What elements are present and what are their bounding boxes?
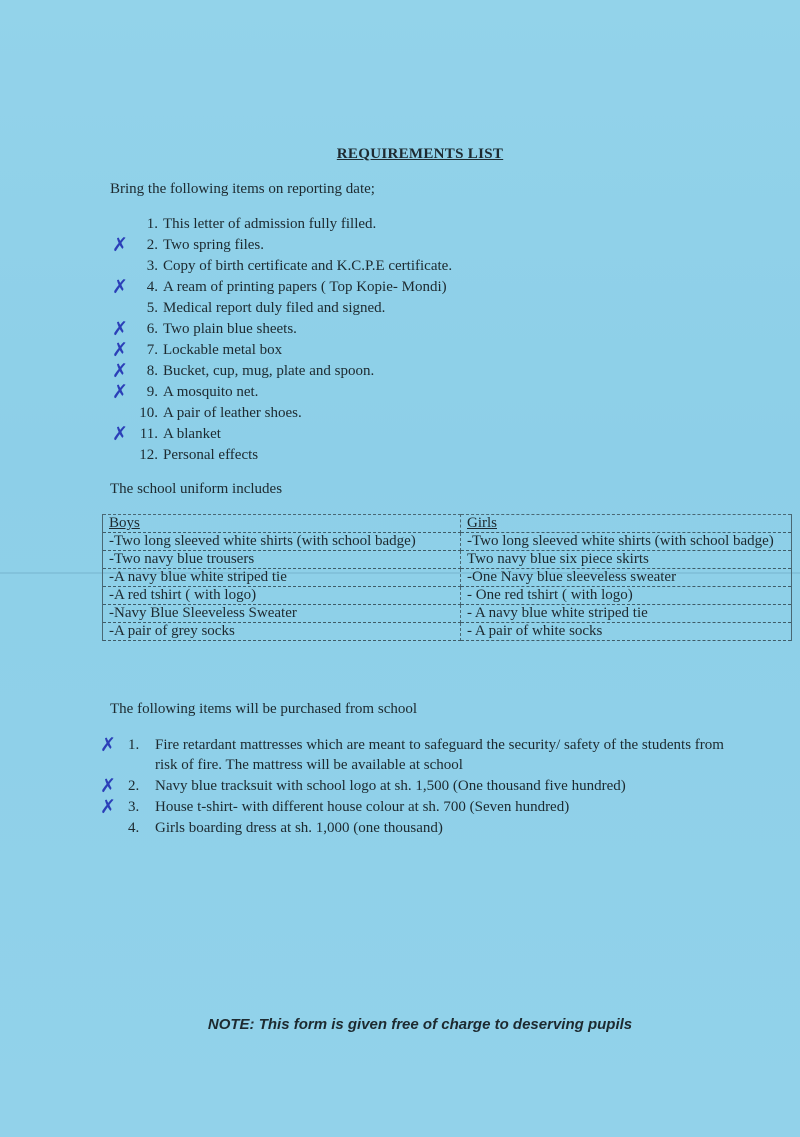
requirement-item	[110, 424, 452, 445]
requirement-text: A mosquito net.	[163, 384, 259, 400]
purchase-item	[110, 818, 750, 838]
purchase-item	[100, 796, 750, 818]
handwritten-check-icon: ✗	[112, 360, 128, 382]
requirement-item	[110, 403, 452, 424]
boys-item-cell: -Navy Blue Sleeveless Sweater	[103, 605, 461, 623]
boys-item-cell: -Two long sleeved white shirts (with school badge)	[103, 533, 461, 551]
requirement-number: 5.	[146, 300, 158, 316]
boys-item-cell: -A navy blue white striped tie	[103, 569, 461, 587]
requirement-item	[110, 298, 452, 319]
uniform-table-header	[103, 515, 792, 533]
girls-item-cell: -One Navy blue sleeveless sweater	[461, 569, 792, 587]
requirement-text: Copy of birth certificate and K.C.P.E certificate.	[163, 258, 453, 274]
handwritten-check-icon: ✗	[100, 775, 116, 797]
handwritten-check-icon: ✗	[112, 234, 128, 256]
requirement-number: 1.	[146, 216, 158, 232]
uniform-table-row	[103, 533, 792, 551]
requirement-item	[110, 382, 452, 403]
requirement-number: 10.	[139, 405, 158, 421]
requirement-number: 12.	[139, 447, 158, 463]
requirement-text: A pair of leather shoes.	[163, 405, 302, 421]
requirements-list	[110, 214, 452, 466]
girls-item-cell: - A navy blue white striped tie	[461, 605, 792, 623]
purchase-number: 3.	[128, 799, 140, 815]
uniform-table-row	[103, 569, 792, 587]
boys-item-cell: -A red tshirt ( with logo)	[103, 587, 461, 605]
handwritten-check-icon: ✗	[112, 381, 128, 403]
requirement-item	[110, 445, 452, 466]
handwritten-check-icon: ✗	[112, 318, 128, 340]
uniform-table-row	[103, 551, 792, 569]
purchase-heading: The following items will be purchased from school	[110, 701, 418, 717]
boys-item-cell: -A pair of grey socks	[103, 623, 461, 641]
purchase-item	[100, 734, 750, 775]
requirement-number: 9.	[146, 384, 158, 400]
document-title: REQUIREMENTS LIST	[336, 146, 504, 162]
handwritten-check-icon: ✗	[112, 339, 128, 361]
requirement-number: 4.	[146, 279, 158, 295]
requirement-number: 8.	[146, 363, 158, 379]
handwritten-check-icon: ✗	[112, 276, 128, 298]
purchase-number: 1.	[128, 737, 140, 753]
header-boys: Boys	[103, 515, 461, 533]
requirement-text: This letter of admission fully filled.	[163, 216, 377, 232]
requirement-item	[110, 235, 452, 256]
uniform-table-row	[103, 605, 792, 623]
purchase-number: 4.	[128, 820, 140, 836]
requirement-item	[110, 277, 452, 298]
requirement-text: A ream of printing papers ( Top Kopie- Mondi)	[163, 279, 447, 295]
requirement-number: 6.	[146, 321, 158, 337]
intro-text: Bring the following items on reporting date;	[110, 181, 375, 197]
header-girls: Girls	[461, 515, 792, 533]
girls-item-cell: Two navy blue six piece skirts	[461, 551, 792, 569]
uniform-table-row	[103, 623, 792, 641]
requirement-text: Lockable metal box	[163, 342, 283, 358]
handwritten-check-icon: ✗	[112, 423, 128, 445]
requirement-text: Bucket, cup, mug, plate and spoon.	[163, 363, 375, 379]
requirement-number: 3.	[146, 258, 158, 274]
requirement-text: Personal effects	[163, 447, 259, 463]
girls-item-cell: - One red tshirt ( with logo)	[461, 587, 792, 605]
requirement-text: Two spring files.	[163, 237, 265, 253]
girls-item-cell: - A pair of white socks	[461, 623, 792, 641]
requirement-text: Two plain blue sheets.	[163, 321, 297, 337]
requirement-text: A blanket	[163, 426, 221, 442]
requirement-item	[110, 214, 452, 235]
handwritten-check-icon: ✗	[100, 796, 116, 818]
uniform-heading: The school uniform includes	[110, 481, 283, 497]
boys-item-cell: -Two navy blue trousers	[103, 551, 461, 569]
note-footer: NOTE: This form is given free of charge to deserving pupils	[207, 1016, 633, 1033]
requirement-item	[110, 256, 452, 277]
purchase-number: 2.	[128, 778, 140, 794]
purchase-list	[100, 734, 750, 839]
requirement-number: 11.	[139, 426, 158, 442]
girls-item-cell: -Two long sleeved white shirts (with school badge)	[461, 533, 792, 551]
purchase-text: Navy blue tracksuit with school logo at sh. 1,500 (One thousand five hundred)	[155, 778, 626, 794]
requirement-item	[110, 319, 452, 340]
uniform-table-row	[103, 587, 792, 605]
purchase-item	[100, 775, 750, 797]
purchase-text: Fire retardant mattresses which are meant to safeguard the security/ safety of the students from risk of fire. The mattress will be available at school	[155, 737, 724, 773]
requirement-number: 7.	[146, 342, 158, 358]
purchase-text: House t-shirt- with different house colour at sh. 700 (Seven hundred)	[155, 799, 570, 815]
requirement-item	[110, 340, 452, 361]
requirement-number: 2.	[146, 237, 158, 253]
requirement-text: Medical report duly filed and signed.	[163, 300, 386, 316]
uniform-table	[102, 514, 792, 641]
purchase-text: Girls boarding dress at sh. 1,000 (one thousand)	[155, 820, 443, 836]
handwritten-check-icon: ✗	[100, 734, 116, 756]
requirement-item	[110, 361, 452, 382]
